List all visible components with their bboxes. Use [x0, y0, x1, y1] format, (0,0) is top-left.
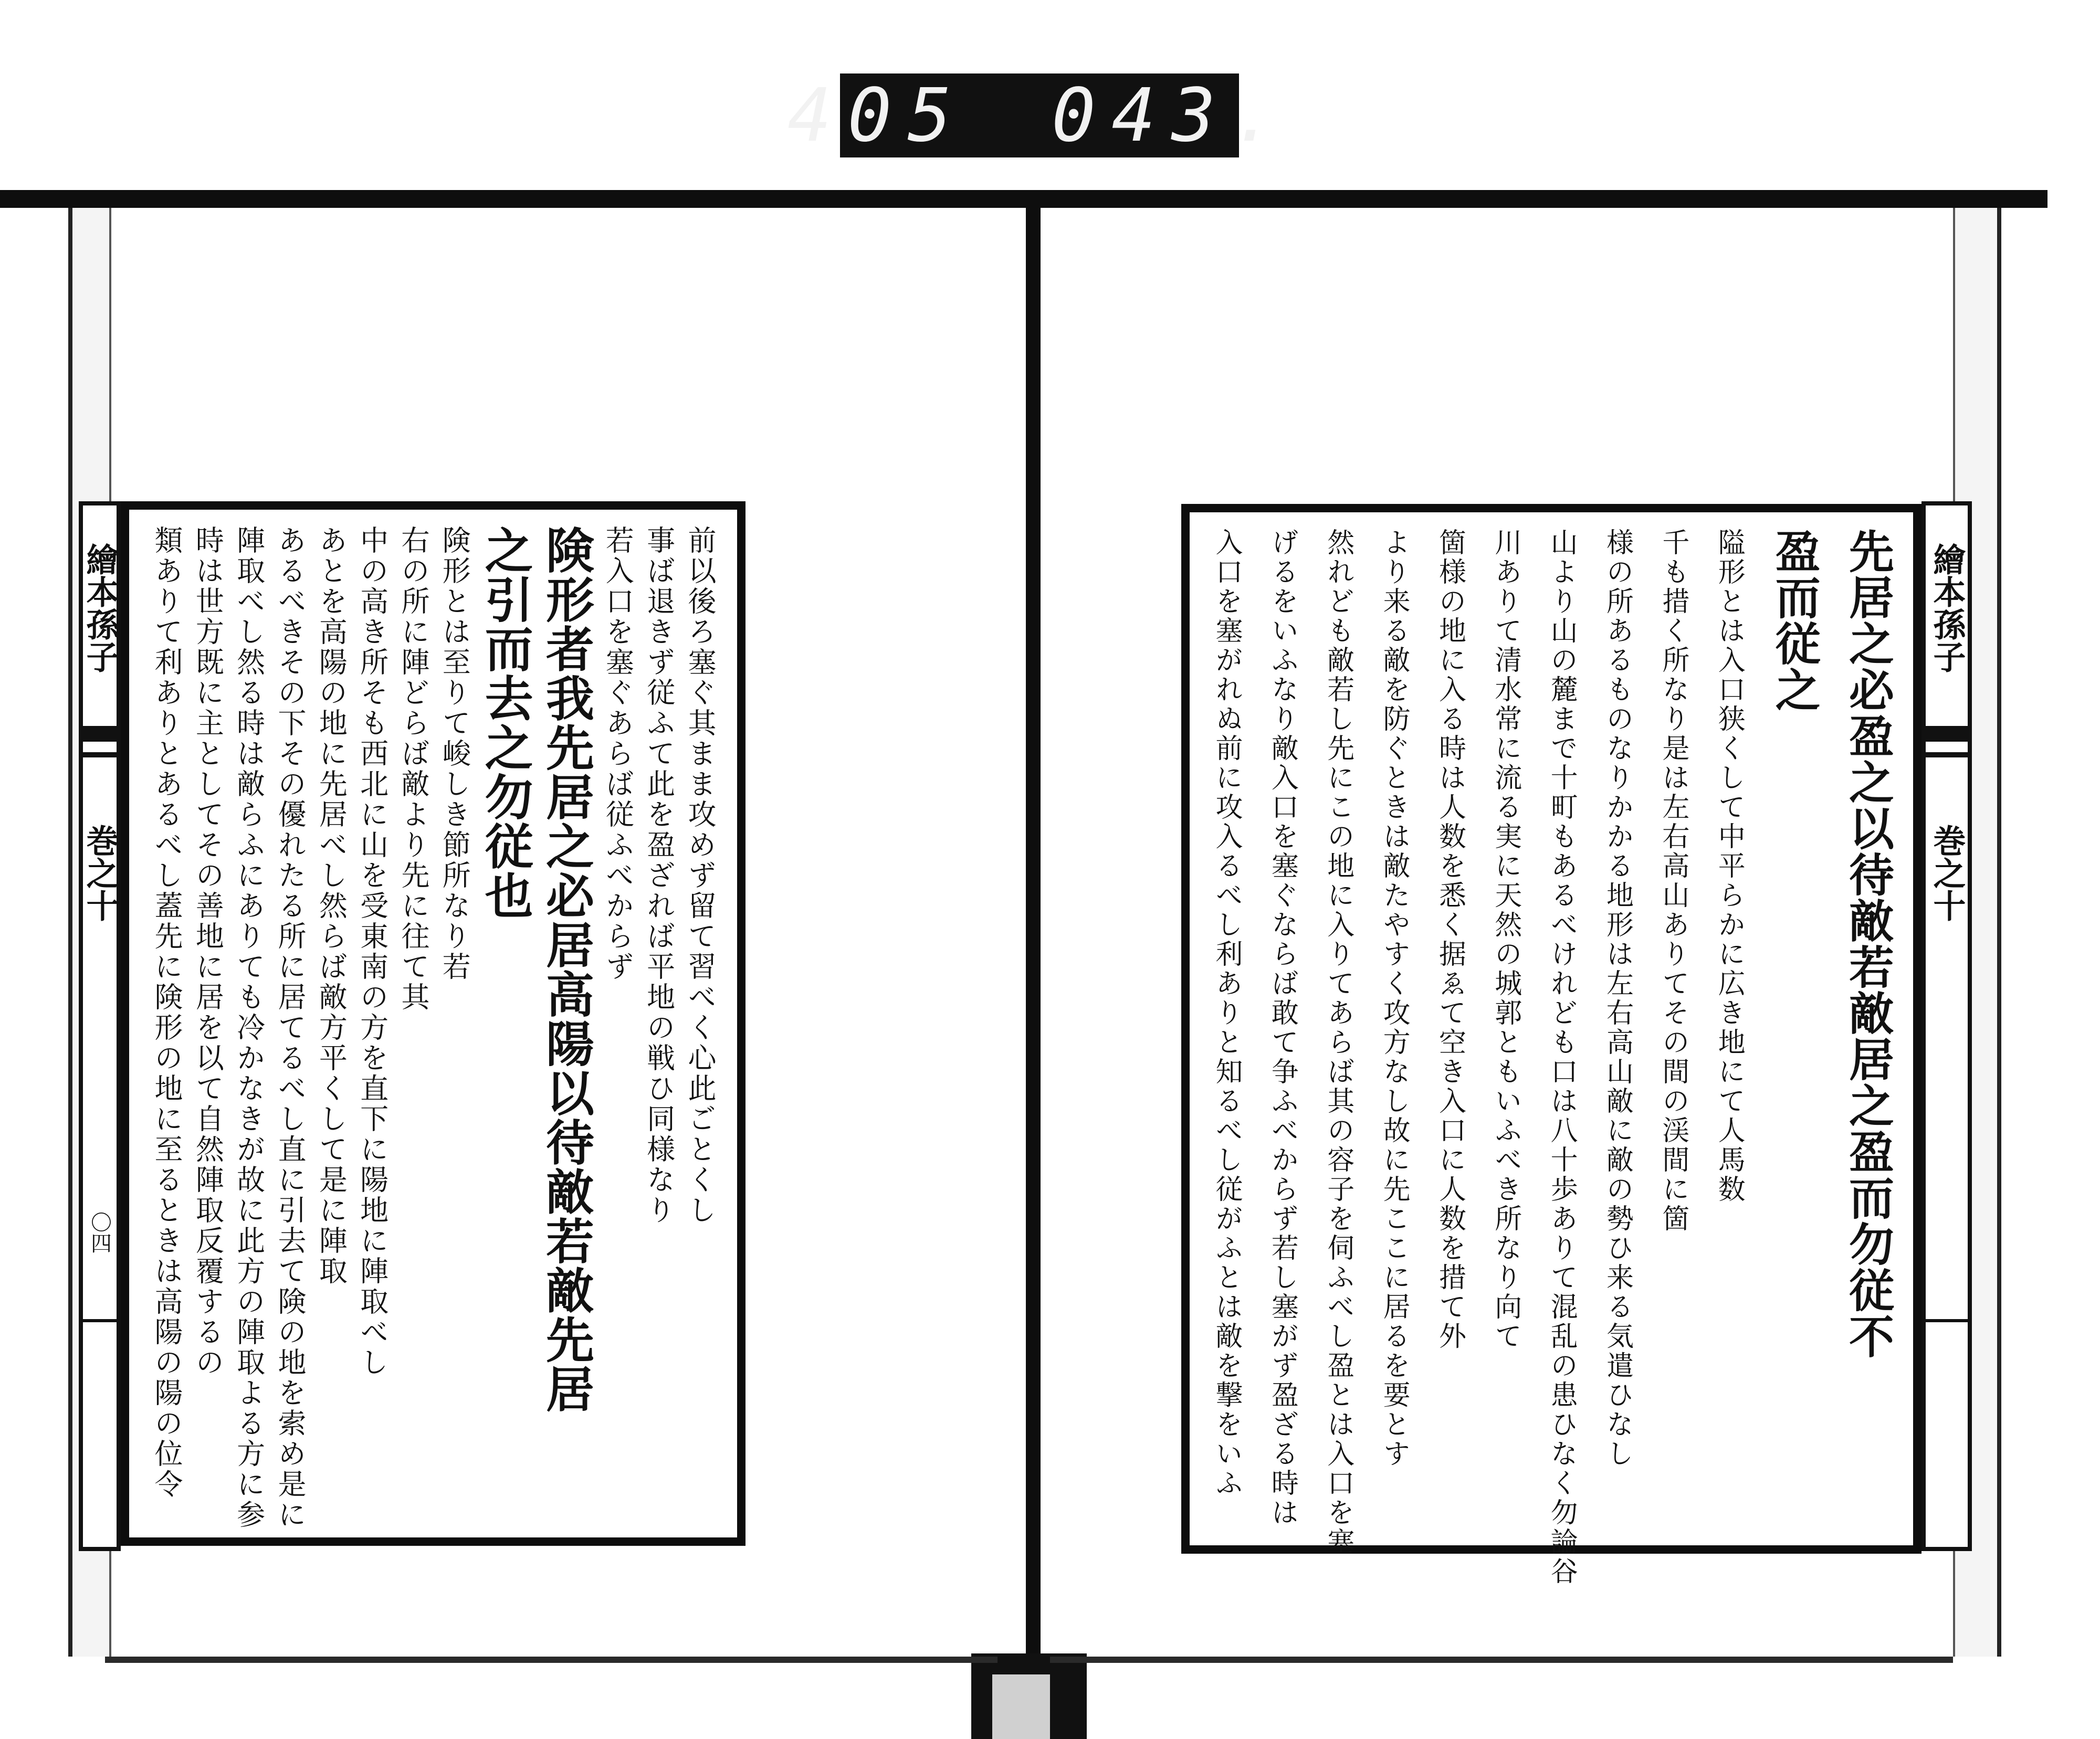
frame-number-label [787, 72, 1292, 159]
left-margin-volume: 巻之十 [81, 824, 119, 922]
right-page-text-panel [1181, 504, 1922, 1586]
classical-text-heading: 険形者我先居之必居高陽以待敵若敵先居 [538, 525, 595, 1414]
text-column: 隘形とは入口狭くして中平らかに広き地にて人馬数 [1713, 528, 1745, 1204]
frame-number-left: 405 [787, 72, 968, 159]
left-margin-tick [83, 1319, 117, 1322]
text-column: げるをいふなり敵入口を塞ぐならば敢て争ふべからず若し塞がず盈ざる時は [1266, 528, 1298, 1527]
left-margin-fold-line [79, 752, 121, 757]
left-page-margin-strip [79, 501, 121, 1551]
text-column: あるべきその下その優れたる所に居てるべし直に引去て険の地を索め是に [273, 525, 307, 1530]
right-margin-fold-line [1922, 752, 1972, 757]
left-page-columns [150, 525, 717, 1530]
text-column: 前以後ろ塞ぐ其まま攻めず留て習べく心此ごとくし [683, 525, 717, 1226]
text-column: あとを高陽の地に先居べし然らば敵方平くして是に陣取 [314, 525, 348, 1287]
text-column: 事ば退きず従ふて此を盈ざれば平地の戦ひ同様なり [642, 525, 676, 1226]
left-page-text-panel [121, 501, 746, 1546]
right-margin-volume: 巻之十 [1928, 824, 1966, 922]
gutter-foot-shadow [971, 1653, 1087, 1739]
right-page-bottom-edge [1050, 1657, 1953, 1663]
right-page-margin-strip [1922, 501, 1972, 1551]
frame-number-right: 043. [1051, 72, 1292, 159]
text-column: 箇様の地に入る時は人数を悉く据ゑて空き入口に人数を措て外 [1434, 528, 1466, 1351]
classical-text-heading: 之引而去之勿従也 [477, 525, 534, 920]
text-column: 然れども敵若し先にこの地に入りてあらば其の容子を伺ふべし盈とは入口を塞 [1322, 528, 1354, 1557]
text-column: 中の高き所そも西北に山を受東南の方を直下に陽地に陣取べし [355, 525, 389, 1378]
right-margin-fold-mark [1922, 726, 1972, 742]
text-column: 若入口を塞ぐあらば従ふべからず [601, 525, 635, 982]
classical-text-heading: 先居之必盈之以待敵若敵居之盈而勿従不 [1841, 528, 1894, 1359]
text-column: 入口を塞がれぬ前に攻入るべし利ありと知るべし従がふとは敵を撃をいふ [1211, 528, 1242, 1498]
left-margin-page-number: 〇四 [87, 1211, 112, 1253]
book-gutter [1026, 199, 1041, 1680]
book-top-edge [0, 190, 2048, 208]
text-column: 時は世方既に主としてその善地に居を以て自然陣取反覆するの [191, 525, 225, 1378]
right-margin-book-title: 繪本孫子 [1928, 543, 1966, 673]
text-column: 様の所あるものなりかかる地形は左右高山敵に敵の勢ひ来る気遣ひなし [1601, 528, 1633, 1469]
text-column: 川ありて清水常に流る実に天然の城郭ともいふべき所なり向て [1489, 528, 1521, 1351]
right-margin-tick [1926, 1319, 1968, 1322]
left-margin-book-title: 繪本孫子 [81, 543, 119, 673]
classical-text-heading: 盈而従之 [1767, 528, 1821, 713]
left-page-bottom-edge [105, 1657, 998, 1663]
text-column: 右の所に陣どらば敵より先に往て其 [396, 525, 430, 1013]
right-page-columns [1211, 528, 1894, 1586]
text-column: 険形とは至りて峻しき節所なり若 [438, 525, 471, 982]
text-column: 千も措く所なり是は左右高山ありてその間の渓間に箇 [1657, 528, 1689, 1234]
text-column: 山より山の麓まで十町もあるべけれども口は八十歩ありて混乱の患ひなく勿論谷 [1546, 528, 1578, 1586]
left-margin-fold-mark [79, 726, 121, 742]
text-column: 陣取べし然る時は敵らふにありても冷かなきが故に此方の陣取よる方に参 [232, 525, 266, 1530]
text-column: 類ありて利ありとあるべし蓋先に険形の地に至るときは高陽の陽の位令 [150, 525, 183, 1500]
text-column: より来る敵を防ぐときは敵たやすく攻方なし故に先ここに居るを要とす [1378, 528, 1410, 1469]
